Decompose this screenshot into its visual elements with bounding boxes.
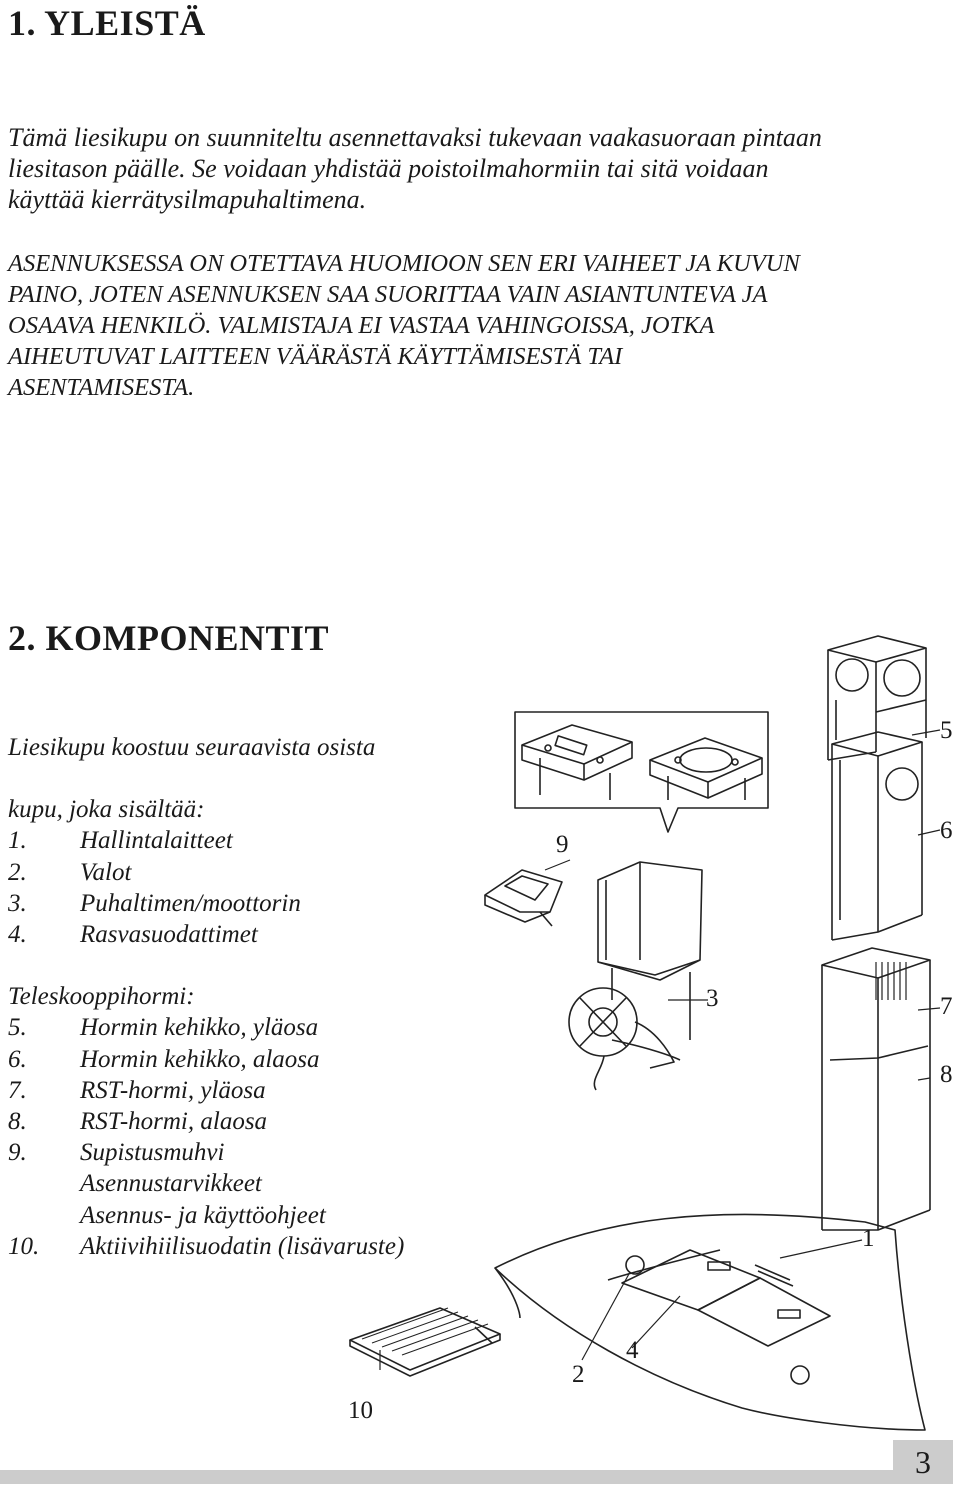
callout-8: 8 [940,1061,953,1088]
item-label: Hormin kehikko, yläosa [80,1014,319,1042]
page-number: 3 [893,1440,953,1484]
section-1-title: 1. YLEISTÄ [8,3,206,43]
callout-2: 2 [572,1361,585,1388]
warning-line: PAINO, JOTEN ASENNUKSEN SAA SUORITTAA VAIN ASIANTUNTEVA JA [8,281,768,308]
intro-line: Tämä liesikupu on suunniteltu asennettavaksi tukevaan vaakasuoraan pintaan [8,123,822,152]
warning-line: ASENTAMISESTA. [8,374,195,401]
item-label: RST-hormi, alaosa [80,1108,268,1136]
group-heading: Teleskooppihormi: [8,983,195,1011]
warning-line: ASENNUKSESSA ON OTETTAVA HUOMIOON SEN ERI VAIHEET JA KUVUN [8,250,800,277]
item-number: 3. [8,889,27,917]
callout-4: 4 [626,1337,639,1364]
item-label: Supistusmuhvi [80,1139,225,1167]
item-number: 5. [8,1014,27,1042]
item-number: 8. [8,1108,27,1136]
item-label: Hormin kehikko, alaosa [80,1045,320,1073]
footer-bar [0,1470,893,1484]
item-number: 10. [8,1232,40,1260]
reducer-collar [485,870,562,926]
leader-lines [380,730,940,1370]
group-heading: kupu, joka sisältää: [8,796,205,824]
intro-line: liesitason päälle. Se voidaan yhdistää poistoilmahormiin tai sitä voidaan [8,154,769,183]
section-2-title: 2. KOMPONENTIT [8,618,330,658]
item-number: 6. [8,1045,27,1073]
item-number: 9. [8,1139,27,1167]
item-number: 2. [8,858,27,886]
warning-line: OSAAVA HENKILÖ. VALMISTAJA EI VASTAA VAHINGOISSA, JOTKA [8,312,715,339]
item-label: Puhaltimen/moottorin [80,889,301,917]
callout-3: 3 [706,985,719,1012]
item-label: Asennustarvikkeet [80,1170,262,1198]
item-label: Rasvasuodattimet [80,921,258,949]
callout-9: 9 [556,831,569,858]
item-label: Asennus- ja käyttöohjeet [80,1201,326,1229]
reducer-callout-box [515,712,768,832]
item-number: 4. [8,921,27,949]
callout-7: 7 [940,993,953,1020]
intro-line: käyttää kierrätysilmapuhaltimena. [8,185,367,214]
item-number: 1. [8,827,27,855]
item-label: Valot [80,858,132,886]
item-label: Aktiivihiilisuodatin (lisävaruste) [80,1232,405,1260]
callout-10: 10 [348,1397,373,1424]
callout-5: 5 [940,717,953,744]
warning-line: AIHEUTUVAT LAITTEEN VÄÄRÄSTÄ KÄYTTÄMISESTÄ TAI [8,343,623,370]
callout-6: 6 [940,817,953,844]
motor-housing [569,862,702,1090]
carbon-filter [350,1308,500,1376]
item-label: RST-hormi, yläosa [80,1076,266,1104]
chimney-frame-lower [832,732,922,940]
callout-1: 1 [862,1225,875,1252]
item-label: Hallintalaitteet [80,827,233,855]
hood-body [495,1214,925,1430]
item-number: 7. [8,1076,27,1104]
components-intro: Liesikupu koostuu seuraavista osista [8,734,376,761]
stainless-chimney [822,948,930,1230]
